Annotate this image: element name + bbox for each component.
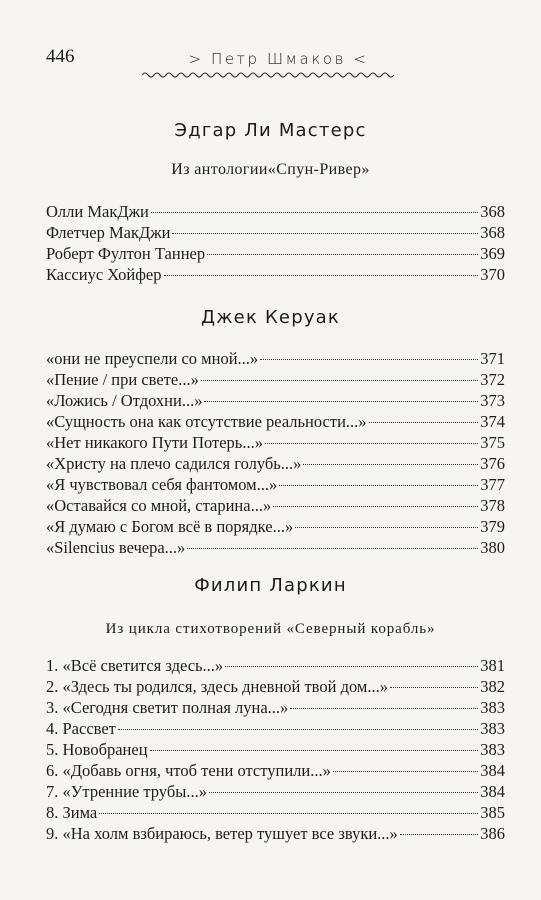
entry-title: «Я чувствовал себя фантомом...» <box>46 475 278 494</box>
entry-title: 9. «На холм взбираюсь, ветер тушует все звуки...» <box>46 824 398 843</box>
entry-title: «Я думаю с Богом всё в порядке...» <box>46 517 294 536</box>
dot-leader <box>333 771 478 772</box>
toc-entry[interactable] <box>46 718 505 740</box>
entry-page: 368 <box>480 202 505 221</box>
toc-entry[interactable] <box>46 411 505 433</box>
dot-leader <box>118 729 478 730</box>
toc-entry[interactable] <box>46 760 505 782</box>
entry-title: 7. «Утренние трубы...» <box>46 782 207 801</box>
toc-entry[interactable] <box>46 432 505 454</box>
entry-page: 386 <box>480 824 505 843</box>
toc-entry[interactable] <box>46 697 505 719</box>
dot-leader <box>400 834 478 835</box>
toc-entry[interactable] <box>46 243 505 265</box>
dot-leader <box>273 506 478 507</box>
entry-page: 372 <box>480 370 505 389</box>
dot-leader <box>290 708 478 709</box>
running-head: > Петр Шмаков < <box>188 50 369 68</box>
toc-entry[interactable] <box>46 222 505 244</box>
entry-page: 384 <box>480 761 505 780</box>
dot-leader <box>303 464 478 465</box>
entry-page: 381 <box>480 656 505 675</box>
entry-page: 370 <box>480 265 505 284</box>
entry-title: 4. Рассвет <box>46 719 116 738</box>
entry-page: 371 <box>480 349 505 368</box>
dot-leader <box>225 666 478 667</box>
entry-title: «Silencius вечера...» <box>46 538 186 557</box>
toc-entry[interactable] <box>46 823 505 845</box>
toc-entry[interactable] <box>46 201 505 223</box>
section-author: Эдгар Ли Мастерс <box>174 120 367 141</box>
entry-page: 369 <box>480 244 505 263</box>
entry-page: 383 <box>480 719 505 738</box>
entry-title: «Нет никакого Пути Потерь...» <box>46 433 263 452</box>
entry-page: 380 <box>480 538 505 557</box>
entry-page: 384 <box>480 782 505 801</box>
entry-page: 368 <box>480 223 505 242</box>
entry-title: 8. Зима <box>46 803 98 822</box>
ornamental-rule <box>142 70 394 80</box>
entry-page: 383 <box>480 698 505 717</box>
entry-title: 5. Новобранец <box>46 740 148 759</box>
dot-leader <box>209 792 478 793</box>
entry-title: Кассиус Хойфер <box>46 265 162 284</box>
toc-entry[interactable] <box>46 264 505 286</box>
toc-entry[interactable] <box>46 348 505 370</box>
entry-page: 379 <box>480 517 505 536</box>
dot-leader <box>260 359 478 360</box>
section-subtitle: Из антологии«Спун-Ривер» <box>171 161 370 178</box>
toc-entry[interactable] <box>46 739 505 761</box>
entry-title: Олли МакДжи <box>46 202 149 221</box>
entry-title: «они не преуспели со мной...» <box>46 349 259 368</box>
dot-leader <box>187 548 478 549</box>
dot-leader <box>204 401 478 402</box>
dot-leader <box>150 750 479 751</box>
entry-page: 382 <box>480 677 505 696</box>
toc-entry[interactable] <box>46 537 505 559</box>
entry-title: 2. «Здесь ты родился, здесь дневной твой дом...» <box>46 677 388 696</box>
toc-entry[interactable] <box>46 655 505 677</box>
dot-leader <box>99 813 478 814</box>
dot-leader <box>201 380 478 381</box>
toc-entry[interactable] <box>46 453 505 475</box>
toc-entry[interactable] <box>46 369 505 391</box>
entry-title: 3. «Сегодня светит полная луна...» <box>46 698 289 717</box>
dot-leader <box>207 254 478 255</box>
toc-entry[interactable] <box>46 802 505 824</box>
dot-leader <box>172 233 478 234</box>
toc-entry[interactable] <box>46 390 505 412</box>
entry-page: 373 <box>480 391 505 410</box>
entry-title: «Ложись / Отдохни...» <box>46 391 203 410</box>
toc-entry[interactable] <box>46 474 505 496</box>
entry-page: 377 <box>480 475 505 494</box>
dot-leader <box>390 687 478 688</box>
dot-leader <box>279 485 478 486</box>
section-subtitle: Из цикла стихотворений «Северный корабль» <box>105 621 436 637</box>
dot-leader <box>164 275 479 276</box>
page-number: 446 <box>46 46 75 67</box>
entry-title: Роберт Фултон Таннер <box>46 244 206 263</box>
entry-title: «Пение / при свете...» <box>46 370 199 389</box>
dot-leader <box>151 212 478 213</box>
dot-leader <box>265 443 478 444</box>
entry-title: «Христу на плечо садился голубь...» <box>46 454 302 473</box>
section-author: Джек Керуак <box>201 307 340 328</box>
toc-entry[interactable] <box>46 516 505 538</box>
entry-title: 1. «Всё светится здесь...» <box>46 656 224 675</box>
entry-page: 375 <box>480 433 505 452</box>
section-author: Филип Ларкин <box>194 575 347 596</box>
toc-entry[interactable] <box>46 781 505 803</box>
entry-title: «Сущность она как отсутствие реальности...» <box>46 412 367 431</box>
toc-entry[interactable] <box>46 495 505 517</box>
entry-title: «Оставайся со мной, старина...» <box>46 496 272 515</box>
toc-entry[interactable] <box>46 676 505 698</box>
dot-leader <box>295 527 478 528</box>
entry-page: 385 <box>480 803 505 822</box>
entry-page: 383 <box>480 740 505 759</box>
entry-title: 6. «Добавь огня, чтоб тени отступили...» <box>46 761 331 780</box>
entry-title: Флетчер МакДжи <box>46 223 171 242</box>
entry-page: 378 <box>480 496 505 515</box>
dot-leader <box>369 422 479 423</box>
entry-page: 374 <box>480 412 505 431</box>
entry-page: 376 <box>480 454 505 473</box>
